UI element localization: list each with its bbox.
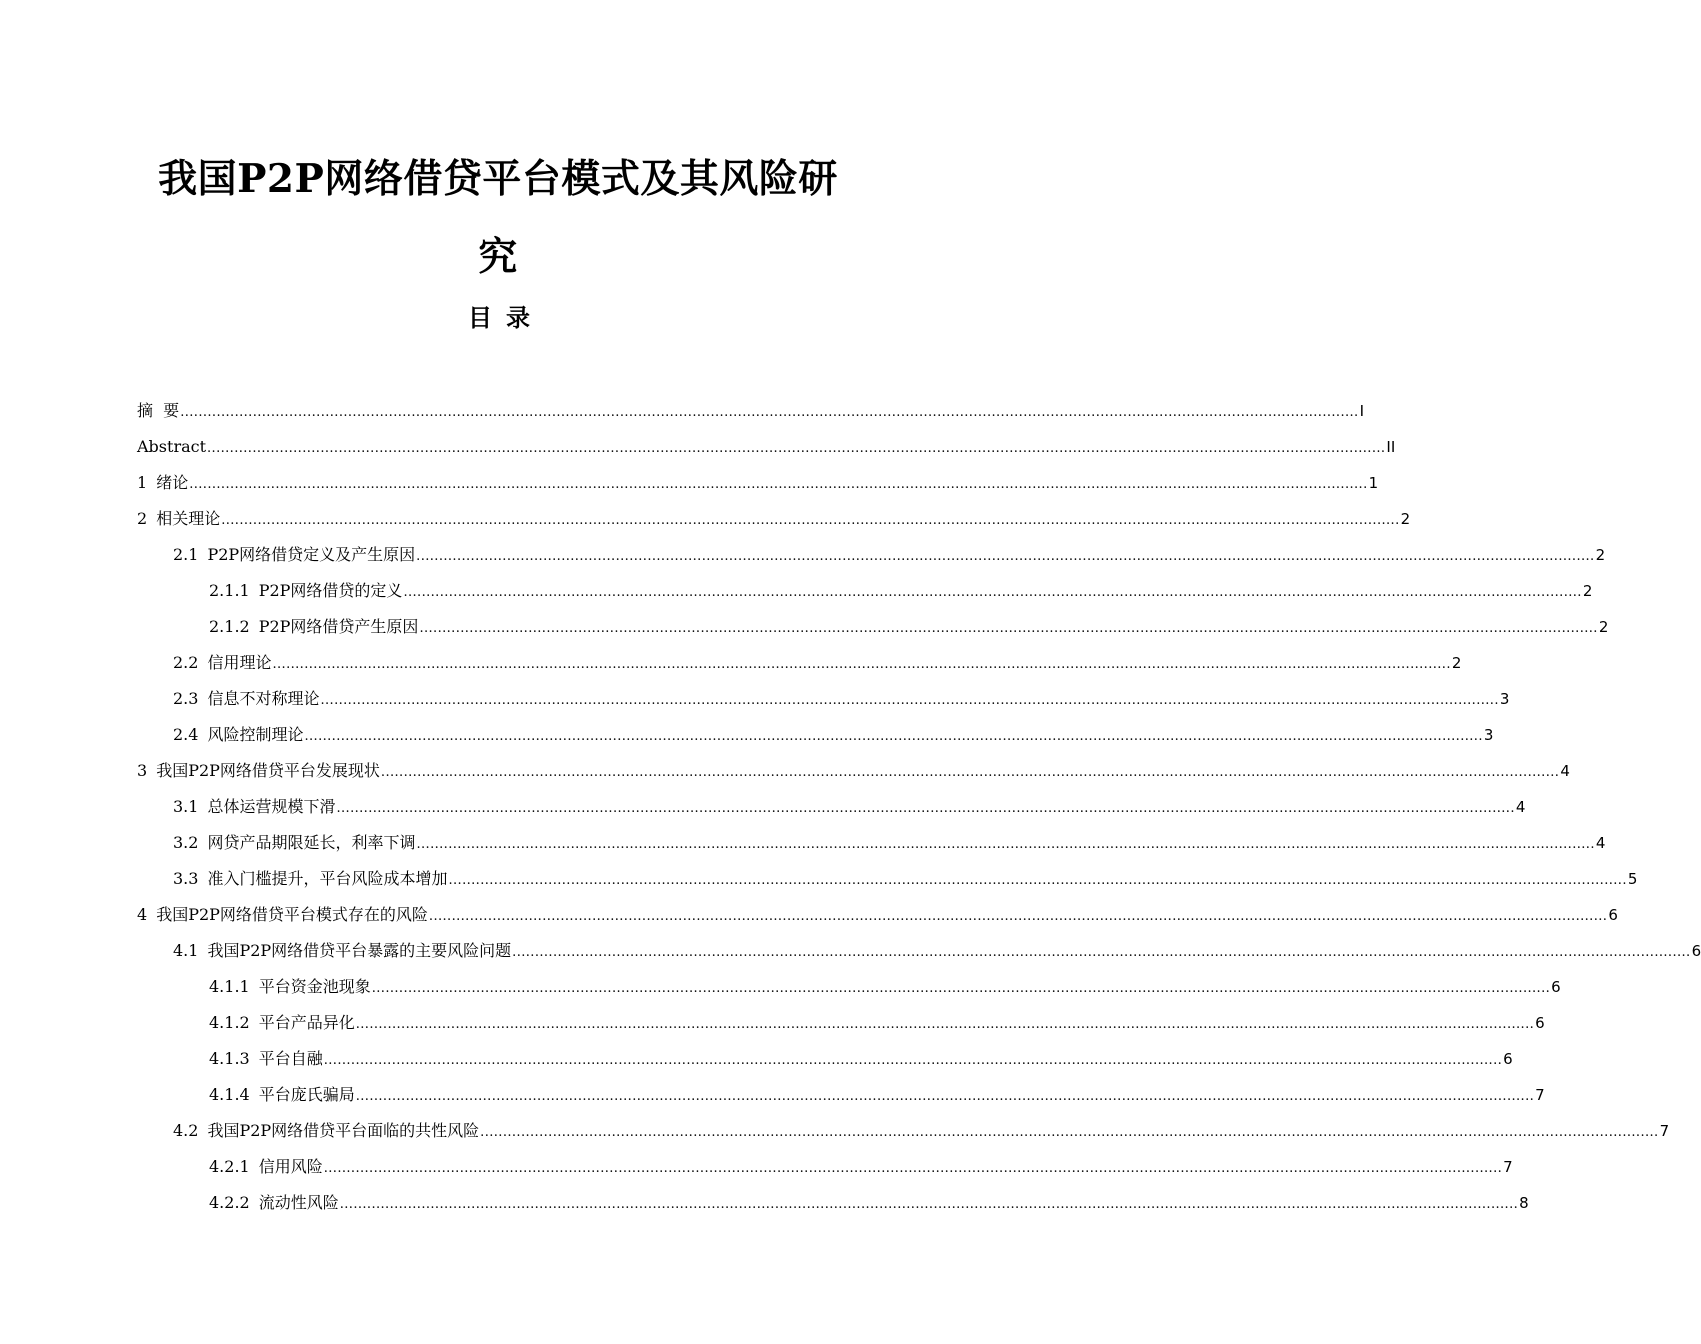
toc-entry-label: 我国P2P网络借贷平台模式存在的风险 [156,905,428,924]
toc-entry-label: P2P网络借贷的定义 [258,581,403,600]
toc-page-number: 2 [1400,510,1411,528]
toc-dot-leader: .................................................................................................................................................................................................................................................................... [323,1161,1503,1176]
toc-entry-label: 平台资金池现象 [258,977,371,996]
toc-entry-title [173,1120,479,1142]
document-title [118,140,878,296]
toc-dot-leader: .................................................................................................................................................................................................................................................................... [304,729,1483,744]
toc-entry[interactable] [137,818,1606,854]
toc-entry[interactable] [137,1034,1513,1070]
toc-entry[interactable] [137,1178,1529,1214]
toc-entry-title [209,1012,355,1034]
table-of-contents [137,386,1701,1214]
toc-page-number: 6 [1691,942,1701,960]
toc-entry-title [209,616,418,638]
toc-entry-number: 3.2 [173,833,199,852]
toc-dot-leader: .................................................................................................................................................................................................................................................................... [416,549,1595,564]
toc-page-number: 7 [1535,1086,1545,1104]
toc-heading-char2: 录 [506,304,530,332]
toc-entry-number: 3 [137,761,148,780]
toc-dot-leader: .................................................................................................................................................................................................................................................................... [320,693,1499,708]
toc-entry-number: 4.2.2 [209,1193,250,1212]
toc-entry[interactable] [137,746,1570,782]
toc-dot-leader: .................................................................................................................................................................................................................................................................... [371,981,1551,996]
toc-entry[interactable] [137,566,1593,602]
toc-entry-title [209,1084,355,1106]
toc-entry-title [137,760,380,782]
toc-entry[interactable] [137,674,1510,710]
toc-entry-title [173,724,303,746]
toc-entry[interactable] [137,602,1609,638]
toc-page-number: 7 [1659,1122,1670,1140]
toc-entry-label: 平台产品异化 [258,1013,355,1032]
toc-entry[interactable] [137,530,1606,566]
toc-entry-label: 我国P2P网络借贷平台面临的共性风险 [207,1121,480,1140]
toc-entry[interactable] [137,854,1638,890]
toc-heading [0,300,998,336]
toc-page-number: I [1359,402,1365,420]
toc-entry[interactable] [137,422,1396,458]
toc-entry-label: 信息不对称理论 [207,689,320,708]
toc-entry-label: 相关理论 [156,509,221,528]
toc-page-number: 4 [1595,834,1606,852]
toc-entry-title [173,796,335,818]
toc-entry-title [137,904,428,926]
toc-entry-label: 网贷产品期限延长，利率下调 [207,833,416,852]
toc-page-number: 5 [1627,870,1638,888]
toc-entry-label: 总体运营规模下滑 [207,797,336,816]
toc-heading-char1: 目 [468,304,492,332]
toc-entry-number: 2.1.1 [209,581,250,600]
toc-dot-leader: .................................................................................................................................................................................................................................................................... [512,945,1691,960]
toc-entry-label: P2P网络借贷定义及产生原因 [207,545,416,564]
toc-page-number: 2 [1598,618,1609,636]
document-title-line2: 究 [478,234,518,280]
toc-entry-number: 4.2 [173,1121,199,1140]
toc-entry-label: 平台庞氏骗局 [258,1085,355,1104]
toc-entry-label: 流动性风险 [258,1193,339,1212]
toc-entry-title [137,400,179,422]
toc-page-number: 6 [1608,906,1618,924]
toc-page-number: 1 [1368,474,1379,492]
toc-entry-number: 4.1.2 [209,1013,250,1032]
toc-entry-label: 平台自融 [258,1049,323,1068]
toc-dot-leader: .................................................................................................................................................................................................................................................................... [336,801,1515,816]
toc-page-number: 4 [1515,798,1526,816]
toc-entry[interactable] [137,782,1526,818]
toc-page-number: 2 [1582,582,1593,600]
toc-entry-number: 4.1.4 [209,1085,250,1104]
toc-entry-number: 2.1 [173,545,199,564]
toc-dot-leader: .................................................................................................................................................................................................................................................................... [355,1089,1535,1104]
toc-entry-label: P2P网络借贷产生原因 [258,617,419,636]
toc-entry-label: 我国P2P网络借贷平台发展现状 [156,761,380,780]
toc-dot-leader: .................................................................................................................................................................................................................................................................... [180,405,1359,420]
toc-entry-number: 4.1.3 [209,1049,250,1068]
toc-dot-leader: .................................................................................................................................................................................................................................................................... [428,909,1608,924]
toc-entry-number: 4 [137,905,148,924]
toc-page-number: 7 [1503,1158,1513,1176]
toc-page-number: 6 [1535,1014,1545,1032]
toc-entry-title [173,868,447,890]
toc-dot-leader: .................................................................................................................................................................................................................................................................... [419,621,1598,636]
toc-entry[interactable] [137,1106,1670,1142]
toc-page-number: 3 [1499,690,1510,708]
document-title-line1: 我国P2P网络借贷平台模式及其风险研 [158,156,838,202]
toc-page-number: 3 [1483,726,1494,744]
toc-entry[interactable] [137,890,1618,926]
toc-entry[interactable] [137,494,1411,530]
toc-entry-title [209,976,371,998]
toc-entry[interactable] [137,710,1494,746]
toc-dot-leader: .................................................................................................................................................................................................................................................................... [323,1053,1503,1068]
toc-entry[interactable] [137,458,1379,494]
toc-entry-title [209,580,402,602]
toc-dot-leader: .................................................................................................................................................................................................................................................................... [380,765,1560,780]
toc-entry-label: Abstract [137,437,207,456]
toc-entry-label: 摘 要 [137,401,180,420]
toc-entry-number: 4.1 [173,941,199,960]
toc-dot-leader: .................................................................................................................................................................................................................................................................... [355,1017,1535,1032]
toc-page-number: II [1386,438,1396,456]
toc-entry-title [173,688,319,710]
toc-entry-number: 3.1 [173,797,199,816]
toc-entry[interactable] [137,1070,1545,1106]
toc-entry-title [137,436,206,458]
toc-entry[interactable] [137,1142,1513,1178]
toc-entry-title [173,652,271,674]
toc-page-number: 4 [1560,762,1570,780]
toc-entry[interactable] [137,926,1701,962]
toc-entry-title [137,508,220,530]
toc-entry-label: 风险控制理论 [207,725,304,744]
toc-entry-title [173,544,415,566]
toc-dot-leader: .................................................................................................................................................................................................................................................................... [221,513,1400,528]
toc-dot-leader: .................................................................................................................................................................................................................................................................... [416,837,1595,852]
toc-entry-number: 2 [137,509,148,528]
toc-dot-leader: .................................................................................................................................................................................................................................................................... [189,477,1368,492]
toc-dot-leader: .................................................................................................................................................................................................................................................................... [448,873,1627,888]
toc-entry-number: 2.1.2 [209,617,250,636]
toc-page-number: 6 [1503,1050,1513,1068]
toc-page-number: 6 [1551,978,1561,996]
toc-entry-number: 4.2.1 [209,1157,250,1176]
toc-entry-label: 信用风险 [258,1157,323,1176]
toc-entry-label: 绪论 [156,473,189,492]
toc-entry-label: 信用理论 [207,653,272,672]
toc-page-number: 2 [1451,654,1462,672]
toc-entry-title [209,1156,323,1178]
toc-entry-title [209,1048,323,1070]
toc-dot-leader: .................................................................................................................................................................................................................................................................... [339,1197,1519,1212]
toc-entry-label: 我国P2P网络借贷平台暴露的主要风险问题 [207,941,512,960]
toc-entry-title [173,940,511,962]
toc-page-number: 2 [1595,546,1606,564]
toc-entry[interactable] [137,638,1462,674]
toc-dot-leader: .................................................................................................................................................................................................................................................................... [480,1125,1659,1140]
toc-page-number: 8 [1519,1194,1529,1212]
toc-entry-title [209,1192,339,1214]
toc-entry[interactable] [137,386,1365,422]
toc-entry-number: 2.2 [173,653,199,672]
toc-entry-number: 2.4 [173,725,199,744]
toc-entry[interactable] [137,962,1561,998]
toc-entry-number: 4.1.1 [209,977,250,996]
toc-entry-title [137,472,188,494]
toc-entry-label: 准入门槛提升，平台风险成本增加 [207,869,448,888]
toc-entry-title [173,832,415,854]
toc-dot-leader: .................................................................................................................................................................................................................................................................... [403,585,1582,600]
toc-entry-number: 3.3 [173,869,199,888]
toc-entry-number: 2.3 [173,689,199,708]
toc-entry[interactable] [137,998,1545,1034]
toc-dot-leader: .................................................................................................................................................................................................................................................................... [272,657,1451,672]
toc-entry-number: 1 [137,473,148,492]
toc-dot-leader: .................................................................................................................................................................................................................................................................... [207,441,1386,456]
